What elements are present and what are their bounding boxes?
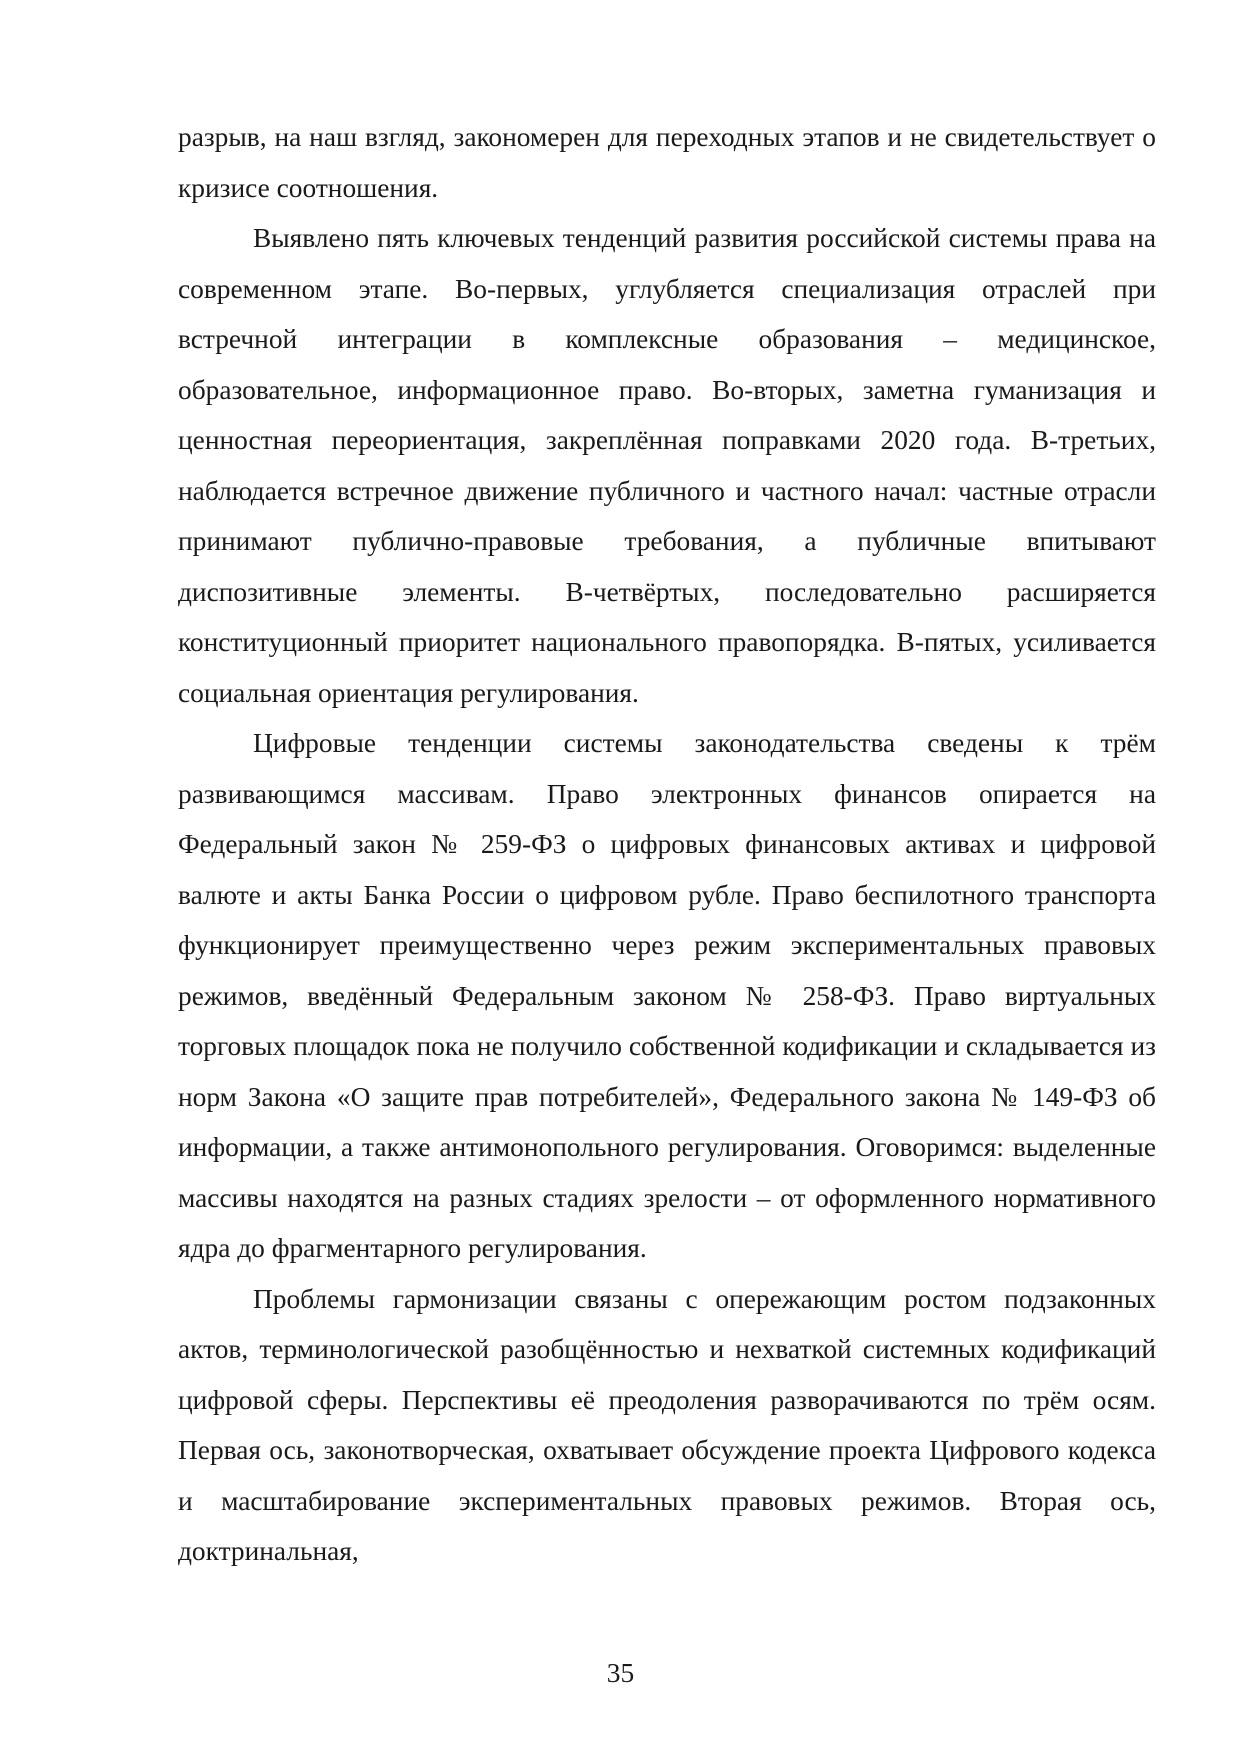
paragraph-trends: Выявлено пять ключевых тенденций развития российской системы права на современном этапе. Во-первых, углубляется специализация отраслей при встречной интеграции в комплексные образования – медицинское, образовательное, информационное право. Во-вторых, заметна гуманизация и ценностная переориентация, закреплённая поправками 2020 года. В-третьих, наблюдается встречное движение публичного и частного начал: частные отрасли принимают публично-правовые требования, а публичные впитывают диспозитивные элементы. В-четвёртых, последовательно расширяется конституционный приоритет национального правопорядка. В-пятых, усиливается социальная ориентация регулирования.: [178, 223, 1156, 708]
paragraph-harmonization: Проблемы гармонизации связаны с опережающим ростом подзаконных актов, терминологической разобщённостью и нехваткой системных кодификаций цифровой сферы. Перспективы её преодоления разворачиваются по трём осям. Первая ось, законотворческая, охватывает обсуждение проекта Цифрового кодекса и масштабирование экспериментальных правовых режимов. Вторая ось, доктринальная,: [178, 1283, 1156, 1566]
paragraph-continuation: разрыв, на наш взгляд, закономерен для переходных этапов и не свидетельствует о кризисе соотношения.: [178, 122, 1156, 203]
paragraph-digital-trends: Цифровые тенденции системы законодательства сведены к трём развивающимся массивам. Право электронных финансов опирается на Федеральный закон № 259-ФЗ о цифровых финансовых активах и цифровой валюте и акты Банка России о цифровом рубле. Право беспилотного транспорта функционирует преимущественно через режим экспериментальных правовых режимов, введённый Федеральным законом № 258-ФЗ. Право виртуальных торговых площадок пока не получило собственной кодификации и складывается из норм Закона «О защите прав потребителей», Федерального закона № 149-ФЗ об информации, а также антимонопольного регулирования. Оговоримся: выделенные массивы находятся на разных стадиях зрелости – от оформленного нормативного ядра до фрагментарного регулирования.: [178, 728, 1156, 1263]
body-text: [178, 112, 1156, 1577]
page-number: 35: [606, 1658, 635, 1688]
